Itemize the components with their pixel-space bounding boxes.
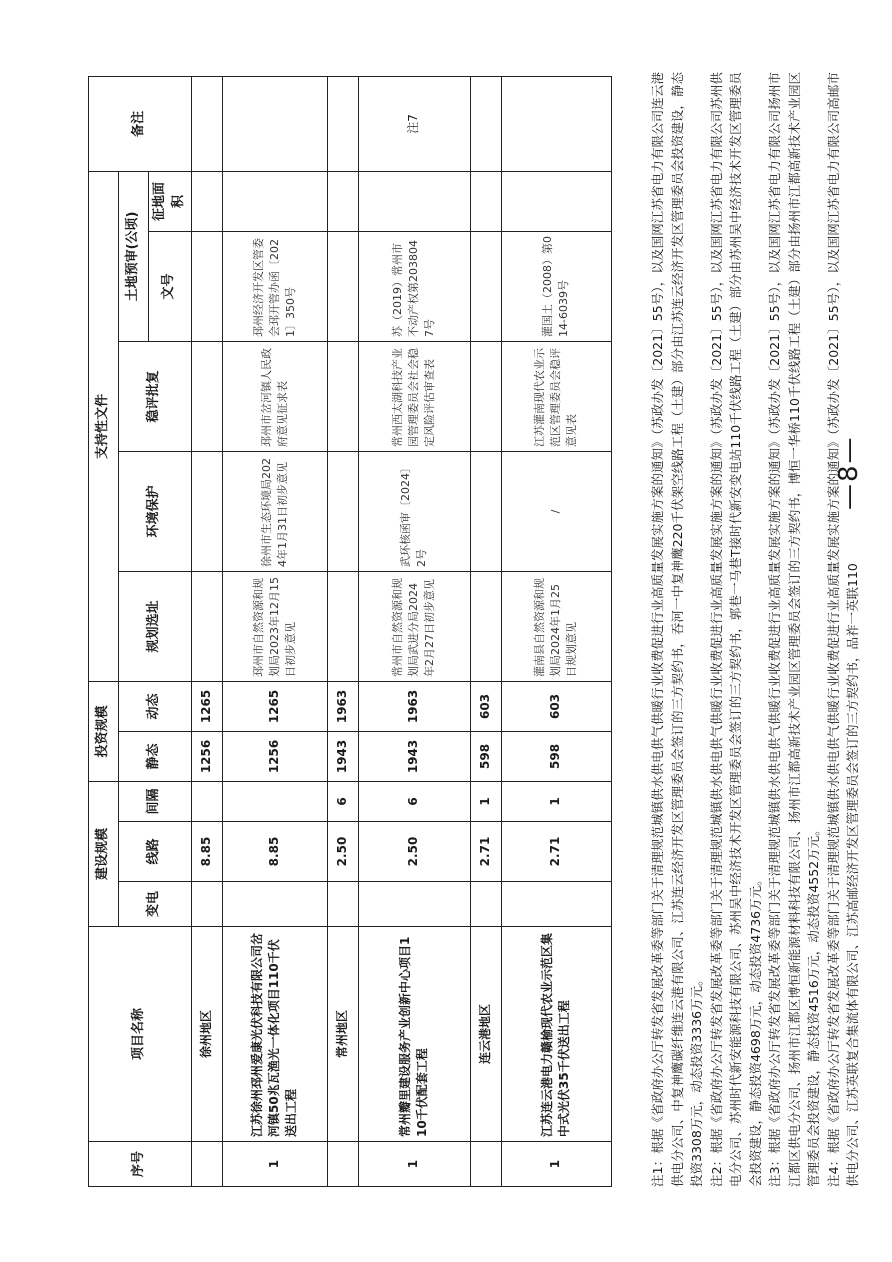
project-name: 江苏徐州邳州爱康光伏科技有限公司岔河镇50兆瓦渔光一体化项目110千伏送出工程 [222,927,327,1142]
land-area [358,171,470,231]
line-value: 2.50 [358,822,470,882]
row-seq: 1 [358,1142,470,1187]
substation-value [222,882,327,927]
notes-section [648,72,863,1187]
header-support-docs: 支持性文件 [89,171,119,681]
bay-value [222,781,327,821]
region-row [470,76,501,1186]
substation-value [358,882,470,927]
env-doc: 武环核函审〔2024〕2号 [358,451,470,571]
land-doc-no: 苏（2019）常州市不动产权第2038047号 [358,231,470,341]
static-value: 598 [470,731,501,781]
table-row [222,76,327,1186]
bay-value: 1 [501,781,611,821]
land-doc-no: 邳州经济开发区管委会邳开管办函〔2021〕350号 [222,231,327,341]
table-row [501,76,611,1186]
substation-value [501,882,611,927]
note-1: 注1：根据《省政府办公厅转发省发展改革委等部门关于清理规范城镇供水供电供气供暖行业收费促进行业高质量发展实施方案的通知》（苏政办发〔2021〕55号），以及国网江苏省电力有限公司连云港供电分公司、中复神鹰碳纤维连云港有限公司、江苏连云经济开发区管理委员会签订的三方契约书，吞河一中复神鹰220千伏架空线路工程（土建）部分由江苏连云经济开发区管理委员会投资建设，静态投资3308万元，动态投资3336万元。 [650,72,704,1187]
header-static: 静态 [119,731,192,781]
land-area [501,171,611,231]
static-value: 1256 [222,731,327,781]
note-4: 注4：根据《省政府办公厅转发省发展改革委等部门关于清理规范城镇供水供电供气供暖行业收费促进行业高质量发展实施方案的通知》（苏政办发〔2021〕55号），以及国网江苏省电力有限公司高邮市供电分公司、江苏英联复合集流体有限公司、江苏高邮经济开发区管理委员会签订的三方契约书，品祚一英联110 [825,72,860,1187]
row-seq: 1 [222,1142,327,1187]
line-value: 2.71 [470,822,501,882]
planning-doc: 灌南县自然资源和规划局2024年1月25日规划意见 [501,571,611,681]
static-value: 1943 [327,731,358,781]
line-value: 2.71 [501,822,611,882]
region-name: 徐州地区 [191,927,222,1142]
row-remarks: 注7 [358,76,470,171]
row-seq: 1 [501,1142,611,1187]
header-build-scale: 建设规模 [89,781,119,926]
risk-doc: 常州西太湖科技产业园管理委员会社会稳定风险评估审查表 [358,341,470,451]
static-value: 1943 [358,731,470,781]
note-2: 注2：根据《省政府办公厅转发省发展改革委等部门关于清理规范城镇供水供电供气供暖行业收费促进行业高质量发展实施方案的通知》（苏政办发〔2021〕55号），以及国网江苏省电力有限公司苏州供电分公司、苏州时代新安能源科技有限公司、苏州吴中经济技术开发区管理委员会签订的三方契约书，郭巷一马巷T接时代新安变电站110千伏线路工程（土建）部分由苏州吴中经济技术开发区管理委员会投资建设，静态投资4698万元，动态投资4736万元。 [708,72,763,1187]
risk-doc: 邳州市岔河镇人民政府意见征求表 [222,341,327,451]
land-doc-no: 灌国土（2008）第014-6039号 [501,231,611,341]
region-name: 连云港地区 [470,927,501,1142]
project-table [88,76,612,1187]
dynamic-value: 1963 [327,681,358,731]
bay-value: 1 [470,781,501,821]
header-invest-scale: 投资规模 [89,681,119,781]
line-value: 8.85 [191,822,222,882]
dynamic-value: 1265 [191,681,222,731]
header-bay: 间隔 [119,781,192,821]
row-remarks [222,76,327,171]
header-remarks: 备注 [89,76,192,171]
project-name: 常州瓣里建设服务产业创新中心项目110千伏配套工程 [358,927,470,1142]
header-seq: 序号 [89,1142,192,1187]
region-row [327,76,358,1186]
header-doc-no: 文号 [149,231,192,341]
env-doc: 徐州市生态环境局2024年1月31日初步意见 [222,451,327,571]
project-name: 江苏连云港电力赣榆现代农业示范区集中式光伏35千伏送出工程 [501,927,611,1142]
dynamic-value: 1963 [358,681,470,731]
region-name: 常州地区 [327,927,358,1142]
planning-doc: 常州市自然资源和规划局武进分局2024年2月27日初步意见 [358,571,470,681]
header-dynamic: 动态 [119,681,192,731]
page-number: —8— [834,435,864,510]
note-3: 注3：根据《省政府办公厅转发省发展改革委等部门关于清理规范城镇供水供电供气供暖行业收费促进行业高质量发展实施方案的通知》（苏政办发〔2021〕55号），以及国网江苏省电力有限公司扬州市江都区供电分公司、扬州市江都区博恒新能源材料科技有限公司、扬州市江都高新技术产业园区管理委员会签订的三方契约书，博恒一华桥110千伏线路工程（土建）部分由扬州市江都高新技术产业园区管理委员会投资建设，静态投资4516万元，动态投资4552万元。 [767,72,821,1187]
env-doc: / [501,451,611,571]
header-land: 土地预审(公顷) [119,171,149,341]
bay-value: 6 [327,781,358,821]
line-value: 8.85 [222,822,327,882]
land-area [222,171,327,231]
header-land-area: 征地面积 [149,171,192,231]
region-row [191,76,222,1186]
header-env: 环境保护 [119,451,192,571]
header-planning: 规划选址 [119,571,192,681]
header-line: 线路 [119,822,192,882]
dynamic-value: 603 [470,681,501,731]
planning-doc: 邳州市自然资源和规划局2023年12月15日初步意见 [222,571,327,681]
header-substation: 变电 [119,882,192,927]
header-project-name: 项目名称 [89,927,192,1142]
header-risk: 稳评批复 [119,341,192,451]
dynamic-value: 603 [501,681,611,731]
line-value: 2.50 [327,822,358,882]
dynamic-value: 1265 [222,681,327,731]
table-row [358,76,470,1186]
static-value: 598 [501,731,611,781]
bay-value: 6 [358,781,470,821]
static-value: 1256 [191,731,222,781]
row-remarks [501,76,611,171]
risk-doc: 江苏灌南现代农业示范区管理委员会稳评意见表 [501,341,611,451]
